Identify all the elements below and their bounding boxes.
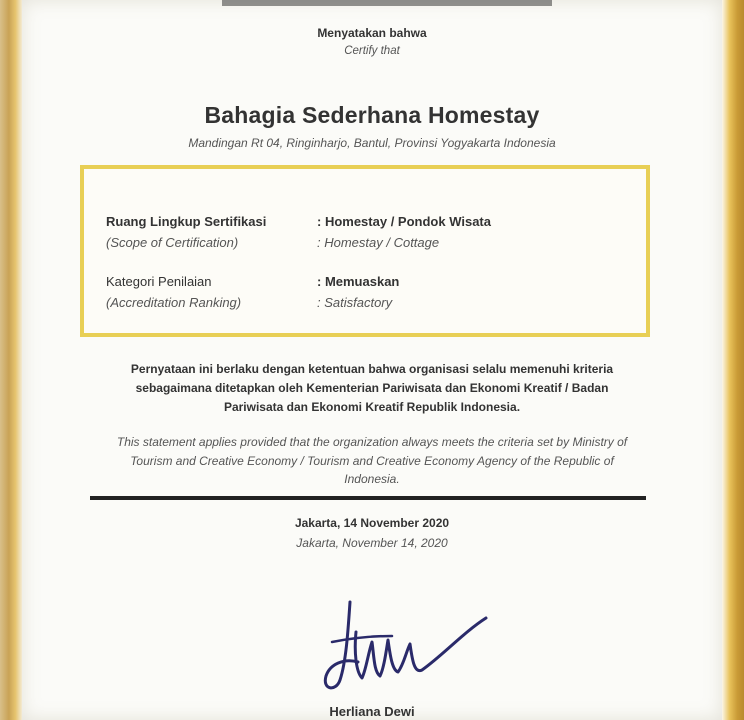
declare-text: Menyatakan bahwa xyxy=(317,26,427,40)
ranking-label-en: (Accreditation Ranking) xyxy=(106,295,242,310)
gold-frame-right xyxy=(722,0,744,720)
certify-text: Certify that xyxy=(344,45,400,57)
top-header-strip xyxy=(222,0,552,6)
statement-en: This statement applies provided that the organization always meets the criteria set by Ministry of Tourism and Creative Economy / Tourism and Creative Economy Agency of the Republic of Indonesia. xyxy=(116,435,628,486)
recipient-address: Mandingan Rt 04, Ringinharjo, Bantul, Provinsi Yogyakarta Indonesia xyxy=(188,136,556,150)
scope-value: : Homestay / Pondok Wisata xyxy=(317,214,491,229)
ranking-value: : Memuaskan xyxy=(317,274,400,289)
signer-name: Herliana Dewi xyxy=(329,704,415,719)
certificate-page xyxy=(22,0,722,720)
issue-date: Jakarta, 14 November 2020 xyxy=(294,516,450,530)
statement-id: Pernyataan ini berlaku dengan ketentuan bahwa organisasi selalu memenuhi kriteria sebagaimana ditetapkan oleh Kementerian Pariwisata dan Ekonomi Kreatif / Badan Pariwisata dan Ekonomi Kreatif Republik Indonesia. xyxy=(130,362,614,414)
scope-label: Ruang Lingkup Sertifikasi xyxy=(106,214,267,229)
ranking-label: Kategori Penilaian xyxy=(106,274,212,289)
signature-image xyxy=(292,592,492,702)
divider-rule xyxy=(90,496,646,500)
scope-label-en: (Scope of Certification) xyxy=(106,235,239,250)
gold-frame-left xyxy=(0,0,22,720)
ranking-value-en: : Satisfactory xyxy=(317,295,393,310)
scope-value-en: : Homestay / Cottage xyxy=(317,235,440,250)
recipient-name: Bahagia Sederhana Homestay xyxy=(204,102,540,128)
scope-box xyxy=(80,165,650,337)
issue-date-en: Jakarta, November 14, 2020 xyxy=(296,536,448,550)
